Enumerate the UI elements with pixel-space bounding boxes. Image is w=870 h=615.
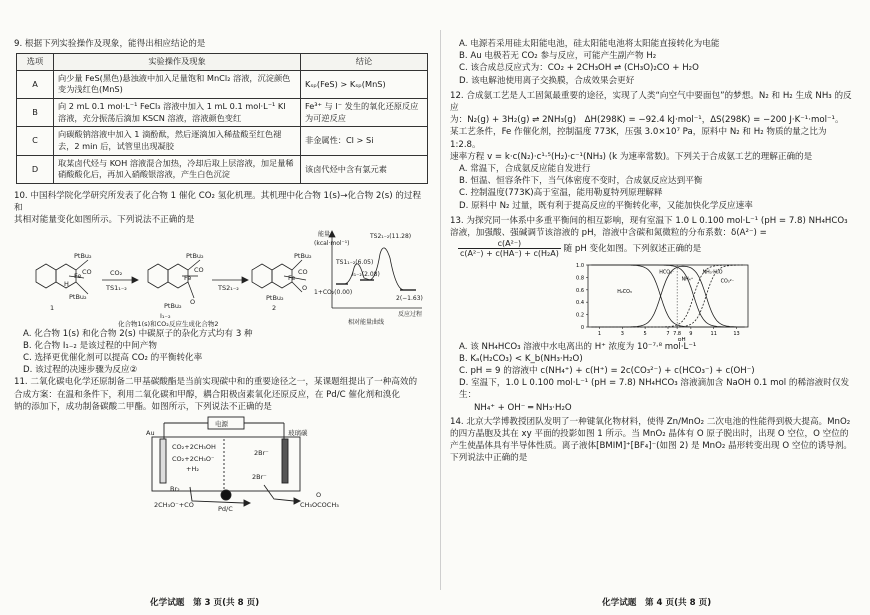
table-row: D 取某卤代烃与 KOH 溶液混合加热，冷却后取上层溶液，加足量稀硝酸酸化后，再加入硝酸银溶液，产生白色沉淀 该卤代烃中含有氯元素	[17, 155, 428, 183]
fig-label: PtBu₂	[74, 251, 92, 260]
q12-option: D. 原料中 N₂ 过量，既有利于提高反应的平衡转化率，又能加快化学反应速率	[459, 200, 753, 211]
fig-caption: 化合物1(s)和CO₂反应生成化合物2	[118, 319, 219, 328]
q11-stem: 合成方案：在温和条件下，利用二氧化碳和甲醇，耦合阳极卤素氧化还原反应，在 Pd/C 催化剂和溴化	[14, 389, 400, 400]
y-tick-label: 0.6	[576, 287, 584, 294]
q14-stem: 的四方晶胞及其在 xy 平面的投影如图 1 所示。当 MnO₂ 晶体有 O 原子脱出时，出现 O 空位，O 空位的	[450, 429, 849, 440]
page-footer: 化学试题 第 4 页(共 8 页)	[602, 597, 712, 608]
y-tick-label: 0.4	[576, 299, 584, 306]
au-electrode-label: Au	[146, 429, 155, 437]
q13-option: D. 室温下，1.0 L 0.100 mol·L⁻¹ (pH = 7.8) NH₄HCO₃ 溶液滴加含 NaOH 0.1 mol 的稀溶液时仅发生：	[459, 378, 850, 401]
species-label: NH₄⁺	[681, 277, 694, 283]
table-row: B 向 2 mL 0.1 mol·L⁻¹ FeCl₃ 溶液中加入 1 mL 0.1 mol·L⁻¹ KI 溶液，充分振荡后滴加 KSCN 溶液，溶液颜色变红 Fe³⁺ 与 I⁻ 发生的氧化还原反应为可逆反应	[17, 99, 428, 127]
table-row: A 向少量 FeS(黑色)悬浊液中加入足量饱和 MnCl₂ 溶液，沉淀颜色变为浅红色(MnS) Kₛₚ(FeS) > Kₛₚ(MnS)	[17, 70, 428, 98]
species-label: CO₃²⁻	[720, 278, 735, 284]
q14-stem: 14. 北京大学博教授团队发明了一种键氧化物材料，使得 Zn/MnO₂ 二次电池的性能得到极大提高。MnO₂	[450, 416, 851, 427]
fig-label: I₁₋₂	[160, 311, 171, 320]
species-label: H₂CO₃	[617, 289, 632, 295]
table-header: 结论	[301, 54, 428, 71]
page-divider	[440, 30, 441, 590]
fig-label: H	[64, 279, 69, 288]
q10-option: B. 化合物 I₁₋₂ 是该过程的中间产物	[23, 340, 157, 351]
fig-label: PtBu₂	[294, 251, 312, 260]
x-tick-label: 5	[643, 330, 647, 337]
q11-option: A. 电源若采用硅太阳能电池，硅太阳能电池将太阳能直接转化为电能	[459, 39, 720, 49]
fig-label: Br₂	[170, 485, 180, 493]
fig-label: CO	[82, 267, 92, 276]
q9-stem: 9. 根据下列实验操作及现象，能得出相应结论的是	[14, 39, 206, 49]
table-header: 实验操作及现象	[54, 54, 301, 71]
species-label: HCO₃⁻	[659, 270, 675, 276]
q11-stem: 11. 二氧化碳电化学还原制备二甲基碳酸酯是当前实现碳中和的重要途径之一，某课题组提出了一种高效的	[14, 377, 418, 388]
q11-figure	[124, 415, 364, 513]
i-value: I₁₋₂(2.08)	[352, 270, 380, 278]
fig-label: 2Br⁻	[254, 449, 269, 457]
q13-distribution-chart	[560, 259, 760, 341]
x-tick-label: 1	[597, 330, 602, 337]
fig-label: TS2₁₋₂	[218, 283, 239, 292]
q11-option: C. 该合成总反应式为：CO₂ + 2CH₃OH ⇌ (CH₃O)₂CO + H₂O	[459, 63, 699, 74]
q10-option: D. 该过程的决速步骤为反应②	[23, 365, 138, 376]
fig-label: CH₃OCOCH₃	[300, 501, 339, 509]
ts1-value: TS1₁₋₂(6.05)	[336, 258, 374, 266]
y-tick-label: 0	[580, 324, 584, 331]
fig-label: O	[190, 297, 196, 306]
q10-figure	[14, 228, 426, 328]
page-footer: 化学试题 第 3 页(共 8 页)	[150, 597, 260, 608]
fig-label: 2Br⁻	[252, 473, 267, 481]
fig-label: PtBu₂	[69, 292, 87, 301]
q12-option: C. 控制温度(773K)高于室温，能用勒夏特列原理解释	[459, 188, 663, 199]
fig-label: PtBu₂	[266, 293, 284, 302]
fig-label: CO₂+2CH₃OH	[172, 443, 216, 451]
q12-stem: 为：N₂(g) + 3H₂(g) ⇌ 2NH₃(g) ΔH(298K) = −92.4 kJ·mol⁻¹，ΔS(298K) = −200 J·K⁻¹·mol⁻¹。	[450, 115, 844, 126]
fig-label: 2CH₃O⁻+CO	[154, 501, 194, 509]
q10-stem: 其相对能量变化如图所示。下列说法不正确的是	[14, 215, 195, 226]
x-axis-label: pH	[678, 336, 686, 341]
q13-stem: 13. 为探究同一体系中多重平衡间的相互影响，现有室温下 1.0 L 0.100 mol·L⁻¹ (pH = 7.8) NH₄HCO₃	[450, 215, 848, 226]
q13-option: B. Kₐ(H₂CO₃) < K_b(NH₃·H₂O)	[459, 353, 583, 364]
q10-option: A. 化合物 1(s) 和化合物 2(s) 中碳原子的杂化方式均有 3 种	[23, 328, 253, 339]
fig-caption: 相对能量曲线	[348, 318, 385, 326]
energy-unit: (kcal·mol⁻¹)	[314, 239, 350, 247]
energy-label: 能量	[318, 230, 331, 238]
q11-stem: 钠的添加下，成功制备碳酸二甲酯。如图所示，下列说法不正确的是	[14, 401, 272, 412]
q9-table	[16, 53, 428, 184]
fig-label: +H₂	[186, 465, 199, 473]
species-label: NH₃·H₂O	[702, 270, 723, 276]
right-page	[442, 0, 870, 615]
q13-option: C. pH = 9 的溶液中 c(NH₄⁺) + c(H⁺) = 2c(CO₃²⁻) + c(HCO₃⁻) + c(OH⁻)	[459, 366, 755, 377]
y-tick-label: 0.8	[576, 275, 584, 282]
x-tick-label: 3	[620, 330, 624, 337]
y-tick-label: 0.2	[576, 312, 584, 319]
x-tick-label: 9	[689, 330, 693, 337]
x-tick-label: 7	[666, 330, 670, 337]
table-header: 选项	[17, 54, 54, 71]
x-tick-label: 7.8	[673, 330, 682, 337]
power-source-label: 电源	[215, 420, 228, 428]
fig-label: Fe	[184, 273, 192, 282]
q12-stem: 速率方程 v = k·c(N₂)·c¹·⁵(H₂)·c⁻¹(NH₃) (k 为速率常数)。下列关于合成氨工艺的理解正确的是	[450, 151, 813, 162]
q12-stem: 某工艺条件，Fe 作催化剂，控制温度 773K，压强 3.0×10⁷ Pa，原料中 N₂ 和 H₂ 物质的量之比为 1:2.8。	[450, 127, 827, 150]
x-axis-label: 反应过程	[398, 310, 423, 318]
q11-option: B. Au 电极若无 CO₂ 参与反应，可能产生副产物 H₂	[459, 51, 657, 62]
fig-label: CO	[194, 265, 204, 274]
q13-stem: $\frac{\text{c(A²⁻)}}{\text{c(A²⁻) + c(HA⁻) + c(H₂A)}}$ 随 pH 变化如图。下列叙述正确的是	[460, 239, 702, 259]
q11-option: D. 该电解池使用离子交换膜，合成效果会更好	[459, 75, 635, 86]
glassy-carbon-label: 玻璃碳	[288, 429, 308, 437]
x-tick-label: 11	[710, 330, 717, 337]
q12-option: A. 常温下，合成氨反应能自发进行	[459, 164, 591, 175]
fig-label: Fe	[288, 273, 296, 282]
ts2-value: TS2₁₋₂(11.28)	[370, 232, 412, 240]
q13-equation: NH₄⁺ + OH⁻ ═ NH₃·H₂O	[474, 402, 572, 413]
start-value: 1+CO₂(0.00)	[314, 288, 353, 296]
q10-option: C. 选择更优催化剂可以提高 CO₂ 的平衡转化率	[23, 352, 203, 363]
fig-label: 1	[50, 303, 55, 312]
q12-stem: 12. 合成氨工艺是人工固氮最重要的途径，实现了人类“向空气中要面包”的梦想。N₂ 和 H₂ 生成 NH₃ 的反应	[450, 90, 852, 114]
fig-label: PtBu₂	[164, 301, 182, 310]
q10-stem: 10. 中国科学院化学研究所发表了化合物 1 催化 CO₂ 氢化机理。其机理中化合物 1(s)→化合物 2(s) 的过程和	[14, 190, 422, 214]
q13-stem: 溶液，加强酸、强碱调节该溶液的 pH，溶液中含碳和氮微粒的分布系数：δ(A²⁻) =	[450, 228, 767, 239]
q14-stem: 下列说法中正确的是	[450, 453, 528, 464]
table-row: C 向碳酸钠溶液中加入 1 滴酚酞，然后逐滴加入稀盐酸至红色褪去，2 min 后，试管里出现凝胶 非金属性：Cl > Si	[17, 127, 428, 155]
fig-label: O	[316, 491, 322, 499]
fig-label: 2	[272, 303, 277, 312]
q14-stem: 产生使晶体具有半导体性质。离子液体[BMIM]⁺[BF₄]⁻(如图 2) 是 MnO₂ 晶形转变出现 O 空位的诱导剂。	[450, 441, 853, 452]
fig-label: TS1₁₋₂	[106, 283, 127, 292]
fig-label: Pd/C	[218, 505, 233, 513]
fig-label: CO	[298, 267, 308, 276]
fig-label: CO₂+2CH₃O⁻	[172, 455, 215, 463]
distribution-fraction: $\frac{\text{c(A²⁻)}}{\text{c(A²⁻) + c(HA⁻) + c(H₂A)}}$	[460, 239, 559, 259]
y-tick-label: 1.0	[576, 262, 584, 269]
q12-option: B. 恒温、恒容条件下，当气体密度不变时，合成氨反应达到平衡	[459, 176, 703, 187]
fig-label: CO₂	[110, 268, 123, 277]
x-tick-label: 13	[733, 330, 740, 337]
q13-option: A. 该 NH₄HCO₃ 溶液中水电离出的 H⁺ 浓度为 10⁻⁷·⁸ mol·L⁻¹	[459, 341, 697, 352]
fig-label: O	[302, 283, 308, 292]
end-value: 2(−1.63)	[396, 294, 423, 302]
fig-label: PtBu₂	[186, 251, 204, 260]
fig-label: Fe	[74, 271, 82, 280]
